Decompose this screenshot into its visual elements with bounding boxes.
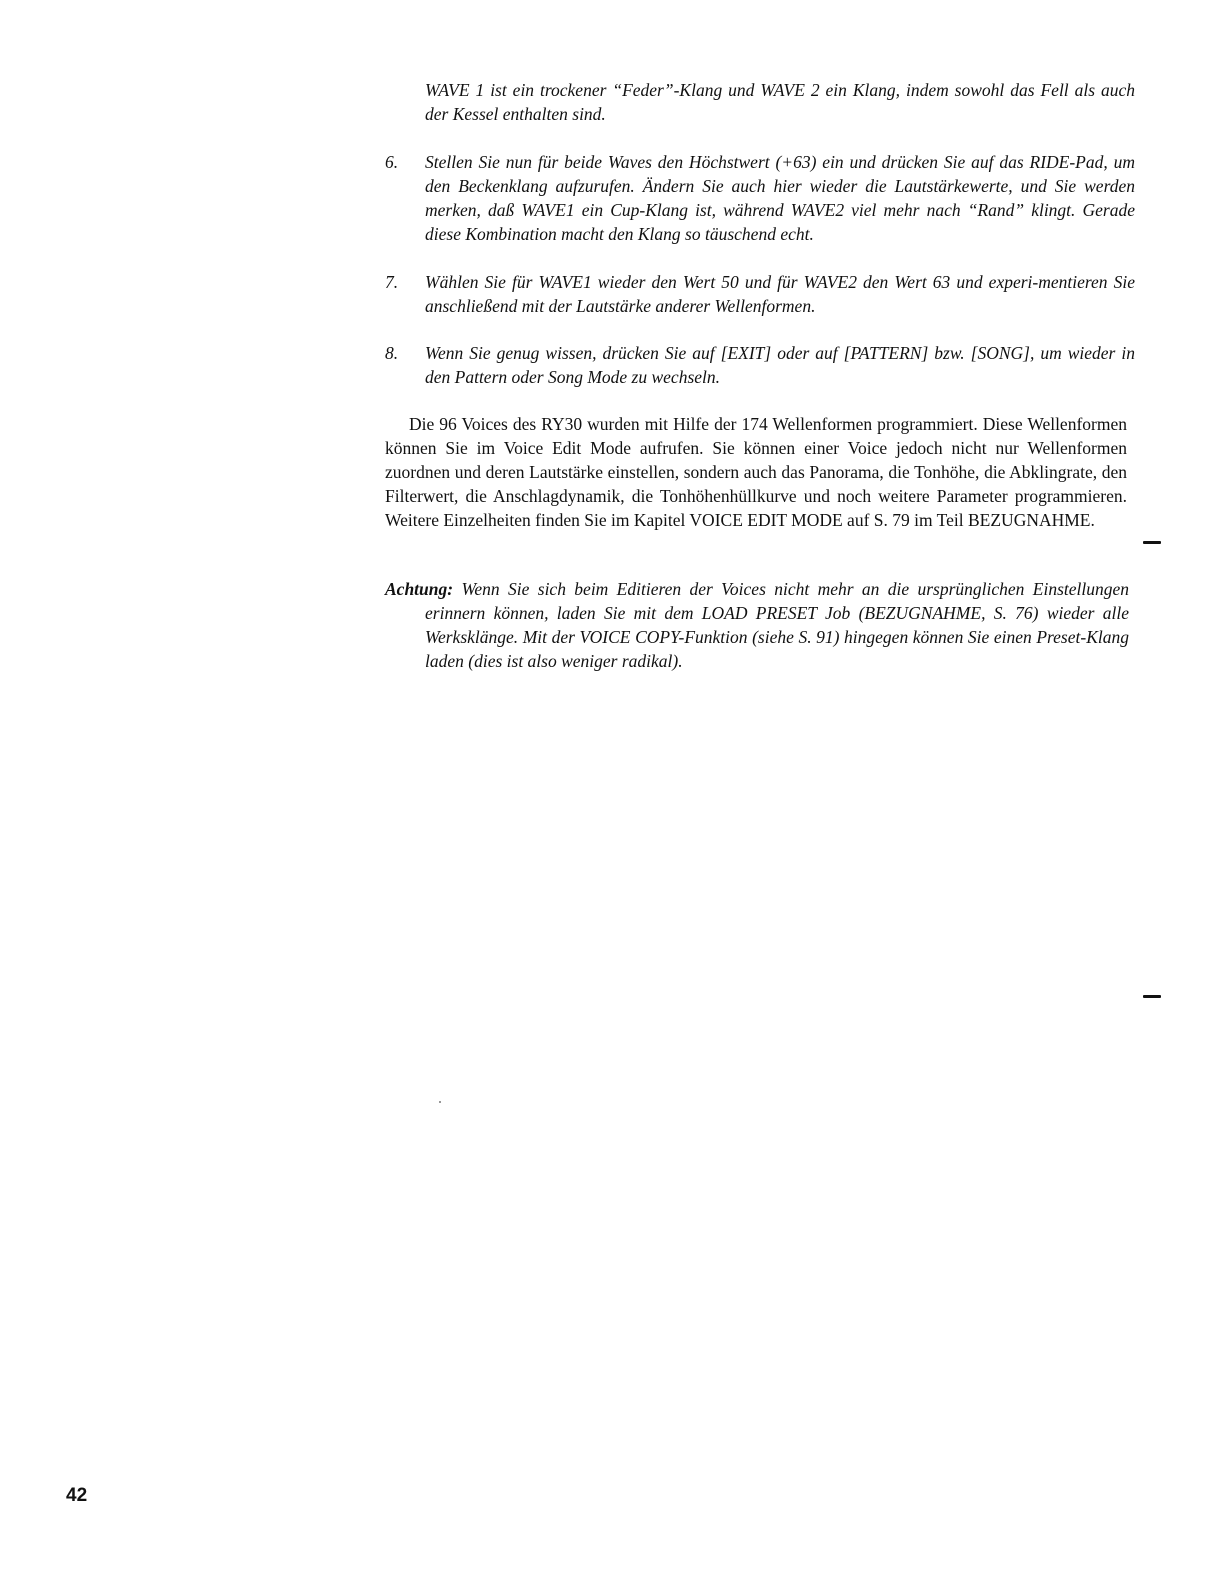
step-7: [385, 270, 1135, 318]
step-6: [385, 150, 1135, 246]
page-number: 42: [66, 1485, 88, 1506]
note-paragraph: [385, 577, 1129, 673]
body-paragraph: Die 96 Voices des RY30 wurden mit Hilfe der 174 Wellenformen programmiert. Diese Wellenformen können Sie im Voice Edit Mode aufrufen. Sie können einer Voice jedoch nicht nur Wellenformen zuordnen und deren Lautstärke einstellen, sondern auch das Panorama, die Tonhöhe, die Abklingrate, den Filterwert, die Anschlagdynamik, die Tonhöhenhüllkurve und noch weitere Parameter programmieren. Weitere Einzelheiten finden Sie im Kapitel VOICE EDIT MODE auf S. 79 im Teil BEZUGNAHME.: [385, 414, 1127, 530]
note-text: Wenn Sie sich beim Editieren der Voices nicht mehr an die ursprünglichen Einstellungen erinnern können, laden Sie mit dem LOAD PRESET Job (BEZUGNAHME, S. 76) wieder alle Werksklänge. Mit der VOICE COPY-Funktion (siehe S. 91) hingegen können Sie einen Preset-Klang laden (dies ist also weniger radikal).: [425, 579, 1130, 671]
margin-mark: [1143, 541, 1161, 544]
step-text: Wenn Sie genug wissen, drücken Sie auf [EXIT] oder auf [PATTERN] bzw. [SONG], um wieder in den Pattern oder Song Mode zu wechseln.: [425, 343, 1135, 387]
step-text: Wählen Sie für WAVE1 wieder den Wert 50 und für WAVE2 den Wert 63 und experi-mentieren Sie anschließend mit der Lautstärke anderer Wellenformen.: [425, 272, 1135, 316]
step-number: 6.: [385, 152, 399, 172]
note-label: Achtung:: [385, 579, 454, 599]
scan-speck: [439, 1101, 441, 1103]
step-text: Stellen Sie nun für beide Waves den Höchstwert (+63) ein und drücken Sie auf das RIDE-Pad, um den Beckenklang aufzurufen. Ändern Sie auch hier wieder die Lautstärkewerte, und Sie werden merken, daß WAVE1 ein Cup-Klang ist, während WAVE2 viel mehr nach “Rand” klingt. Gerade diese Kombination macht den Klang so täuschend echt.: [425, 152, 1135, 244]
step-number: 8.: [385, 343, 399, 363]
step-number: 7.: [385, 272, 399, 292]
intro-paragraph: WAVE 1 ist ein trockener “Feder”-Klang und WAVE 2 ein Klang, indem sowohl das Fell als auch der Kessel enthalten sind.: [425, 80, 1135, 124]
margin-mark: [1143, 995, 1161, 998]
step-8: [385, 341, 1135, 389]
